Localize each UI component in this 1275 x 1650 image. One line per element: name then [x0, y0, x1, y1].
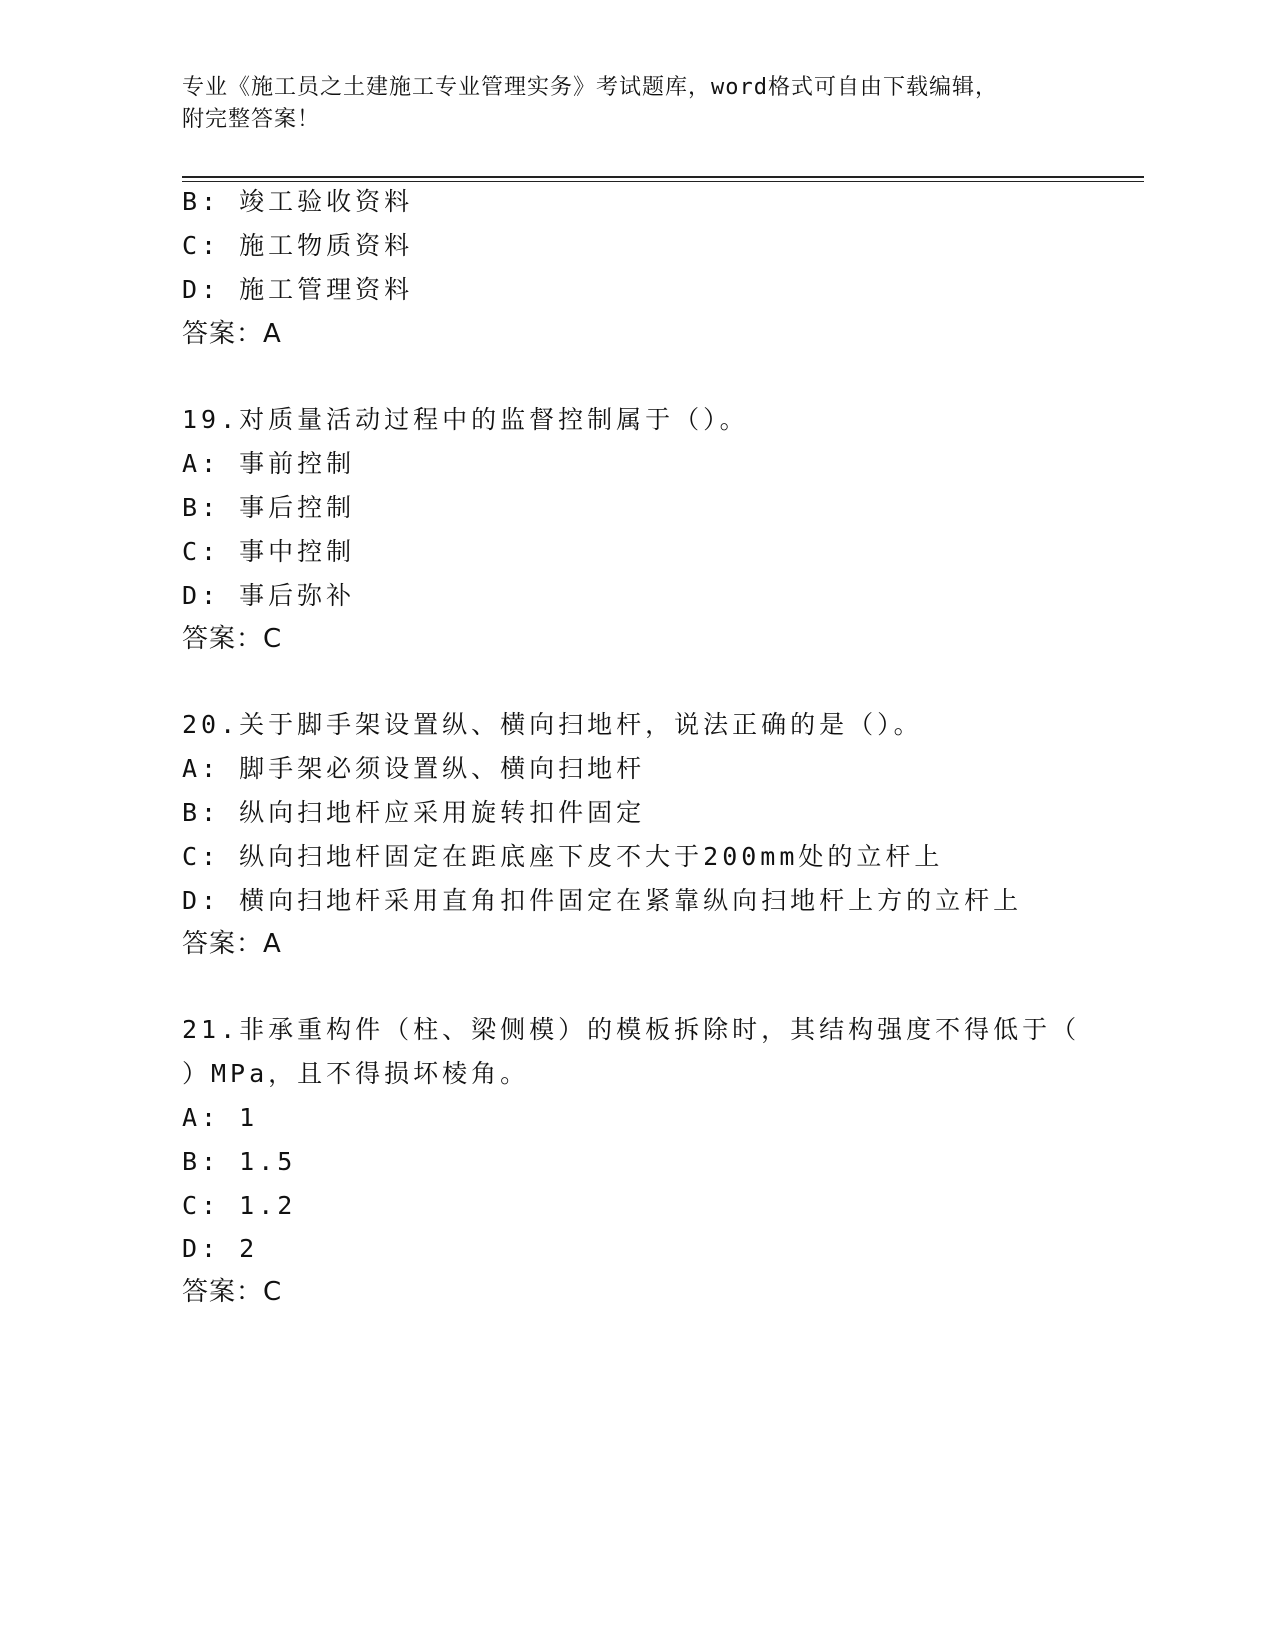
q21-option-b: B: 1.5 — [182, 1147, 297, 1176]
q21-option-a: A: 1 — [182, 1103, 259, 1132]
q19-option-a: A: 事前控制 — [182, 449, 356, 478]
q18-option-d: D: 施工管理资料 — [182, 275, 414, 304]
q20-option-c: C: 纵向扫地杆固定在距底座下皮不大于200mm处的立杆上 — [182, 842, 944, 871]
q21-question-line-1: 21.非承重构件（柱、梁侧模）的模板拆除时，其结构强度不得低于（ — [182, 1015, 1081, 1044]
q18-option-b: B: 竣工验收资料 — [182, 187, 414, 216]
q21-option-d: D: 2 — [182, 1234, 259, 1263]
header-divider-thick — [182, 176, 1144, 178]
q18-option-c: C: 施工物质资料 — [182, 231, 414, 260]
q19-option-c: C: 事中控制 — [182, 537, 356, 566]
q19-answer: 答案：C — [182, 624, 283, 654]
q19-option-d: D: 事后弥补 — [182, 581, 356, 610]
q18-answer: 答案：A — [182, 319, 282, 349]
header-line-1: 专业《施工员之土建施工专业管理实务》考试题库，word格式可自由下载编辑， — [182, 75, 998, 100]
q21-option-c: C: 1.2 — [182, 1191, 297, 1220]
q19-option-b: B: 事后控制 — [182, 493, 356, 522]
header-divider-thin — [182, 181, 1144, 182]
q20-option-b: B: 纵向扫地杆应采用旋转扣件固定 — [182, 798, 646, 827]
q20-option-d: D: 横向扫地杆采用直角扣件固定在紧靠纵向扫地杆上方的立杆上 — [182, 886, 1023, 915]
q21-question-line-2: ）MPa，且不得损坏棱角。 — [182, 1059, 530, 1088]
q19-question: 19.对质量活动过程中的监督控制属于（）。 — [182, 405, 749, 434]
header-line-2: 附完整答案！ — [182, 107, 321, 132]
q21-answer: 答案：C — [182, 1277, 283, 1307]
q20-answer: 答案：A — [182, 929, 282, 959]
q20-question: 20.关于脚手架设置纵、横向扫地杆，说法正确的是（）。 — [182, 710, 923, 739]
q20-option-a: A: 脚手架必须设置纵、横向扫地杆 — [182, 754, 646, 783]
document-header — [182, 72, 1062, 136]
